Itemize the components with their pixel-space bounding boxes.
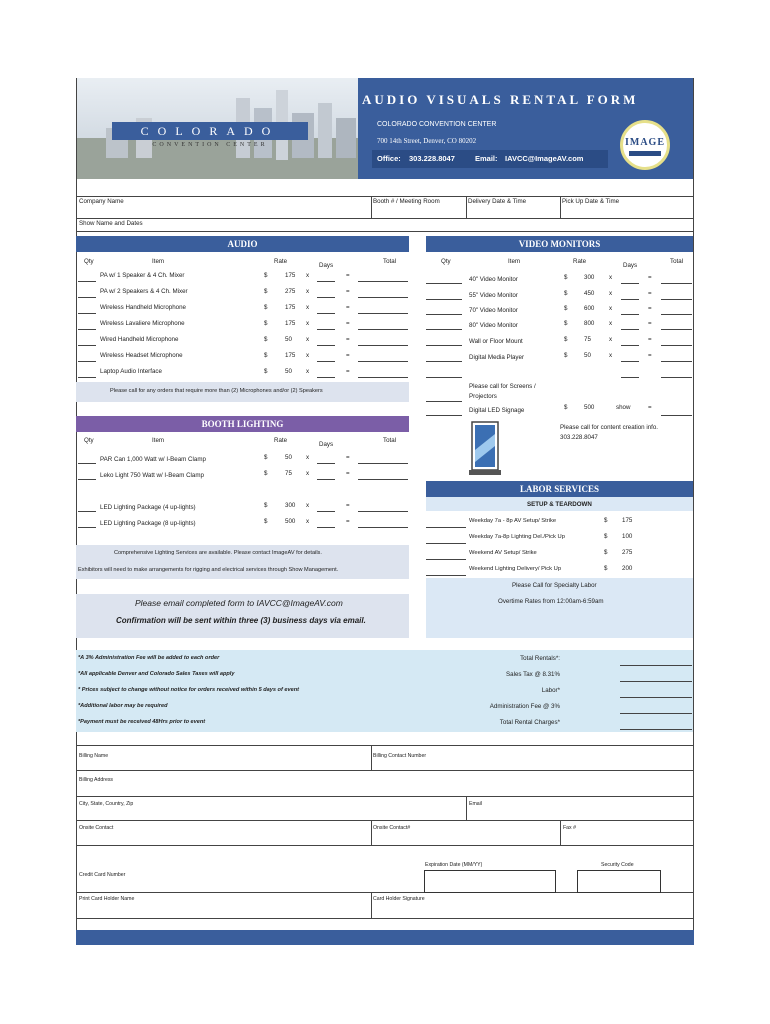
audio-item-rate: 175 bbox=[285, 352, 296, 359]
audio-qty-input[interactable] bbox=[78, 297, 96, 298]
venue-address: 700 14th Street, Denver, CO 80202 bbox=[377, 137, 477, 145]
terms-line: * Prices subject to change without notice for orders received within 5 days of event bbox=[78, 687, 300, 693]
labor-qty-input[interactable] bbox=[426, 575, 466, 576]
onsite-contact-field[interactable]: Onsite Contact bbox=[79, 825, 114, 831]
lighting-note1: Comprehensive Lighting Services are available. Please contact ImageAV for details. bbox=[114, 550, 322, 556]
card-number-field[interactable]: Credit Card Number bbox=[79, 872, 126, 878]
audio-item-rate: 275 bbox=[285, 288, 296, 295]
dollar-sign: $ bbox=[264, 470, 268, 477]
audio-header: AUDIO bbox=[76, 236, 409, 252]
lighting-item-name: PAR Can 1,000 Watt w/ I-Beam Clamp bbox=[100, 456, 206, 463]
dollar-sign: $ bbox=[264, 502, 268, 509]
video-total-input[interactable] bbox=[661, 283, 692, 284]
equals-sign: = bbox=[346, 368, 350, 375]
audio-total-input[interactable] bbox=[358, 345, 408, 346]
venue-name: COLORADO CONVENTION CENTER bbox=[377, 121, 497, 128]
signage-rate: 500 bbox=[584, 404, 595, 411]
labor-row-label: Weekday 7a - 8p AV Setup/ Strike bbox=[469, 518, 557, 524]
audio-item-name: Wired Handheld Microphone bbox=[100, 336, 179, 343]
labor-row-label: Weekday 7a-8p Lighting Del./Pick Up bbox=[469, 534, 565, 540]
times-sign: x bbox=[306, 454, 310, 461]
times-sign: x bbox=[609, 336, 613, 343]
terms-line: *Additional labor may be required bbox=[78, 703, 168, 709]
image-av-badge bbox=[620, 120, 670, 170]
totals-value-input[interactable] bbox=[620, 713, 692, 714]
totals-value-input[interactable] bbox=[620, 681, 692, 682]
video-item-name: 80" Video Monitor bbox=[469, 322, 518, 329]
lighting-col-total: Total bbox=[383, 437, 397, 444]
totals-value-input[interactable] bbox=[620, 729, 692, 730]
signage-equals: = bbox=[648, 404, 652, 411]
lighting-qty-input[interactable] bbox=[78, 527, 96, 528]
equals-sign: = bbox=[648, 320, 652, 327]
show-name-field[interactable]: Show Name and Dates bbox=[79, 220, 143, 227]
totals-value-input[interactable] bbox=[620, 665, 692, 666]
times-sign: x bbox=[609, 274, 613, 281]
terms-line: *All applicable Denver and Colorado Sales Taxes will apply bbox=[78, 671, 235, 677]
content-note: Please call for content creation info. bbox=[560, 424, 659, 431]
audio-item-rate: 175 bbox=[285, 272, 296, 279]
audio-total-input[interactable] bbox=[358, 329, 408, 330]
lighting-col-rate: Rate bbox=[274, 437, 288, 444]
audio-item-name: Laptop Audio Interface bbox=[100, 368, 162, 375]
labor-subtitle: SETUP & TEARDOWN bbox=[527, 501, 592, 508]
video-col-days: Days bbox=[623, 262, 638, 269]
times-sign: x bbox=[609, 290, 613, 297]
expiration-input[interactable] bbox=[424, 870, 556, 893]
terms-line: *Payment must be received 48Hrs prior to event bbox=[78, 719, 206, 725]
video-days-input[interactable] bbox=[621, 377, 639, 378]
lighting-qty-input[interactable] bbox=[78, 511, 96, 512]
video-days-input[interactable] bbox=[621, 361, 639, 362]
equals-sign: = bbox=[648, 352, 652, 359]
lighting-col-item: Item bbox=[152, 437, 165, 444]
video-item-name: 70" Video Monitor bbox=[469, 307, 518, 314]
lighting-days-input[interactable] bbox=[317, 527, 335, 528]
security-label: Security Code bbox=[601, 862, 634, 868]
audio-total-input[interactable] bbox=[358, 361, 408, 362]
dollar-sign: $ bbox=[564, 305, 568, 312]
audio-item-name: Wireless Lavaliere Microphone bbox=[100, 320, 185, 327]
video-item-rate: 600 bbox=[584, 305, 595, 312]
content-phone: 303.228.8047 bbox=[560, 434, 598, 441]
audio-col-item: Item bbox=[152, 258, 165, 265]
video-total-input[interactable] bbox=[661, 329, 692, 330]
times-sign: x bbox=[609, 352, 613, 359]
expiration-label: Expiration Date (MM/YY) bbox=[425, 862, 483, 868]
video-days-input[interactable] bbox=[621, 329, 639, 330]
audio-qty-input[interactable] bbox=[78, 281, 96, 282]
times-sign: x bbox=[306, 518, 310, 525]
video-qty-input[interactable] bbox=[426, 329, 462, 330]
logo-text-colorado: COLORADO bbox=[140, 124, 280, 138]
dollar-sign: $ bbox=[564, 290, 568, 297]
colorado-logo bbox=[112, 118, 308, 156]
billing-email-field[interactable]: Email bbox=[469, 801, 482, 807]
fax-field[interactable]: Fax # bbox=[563, 825, 576, 831]
audio-item-rate: 50 bbox=[285, 368, 292, 375]
audio-col-rate: Rate bbox=[274, 258, 288, 265]
totals-label: Administration Fee @ 3% bbox=[489, 703, 560, 710]
billing-address-field[interactable]: Billing Address bbox=[79, 777, 114, 783]
times-sign: x bbox=[609, 305, 613, 312]
times-sign: x bbox=[306, 368, 310, 375]
video-item-name: Wall or Floor Mount bbox=[469, 338, 523, 345]
labor-qty-input[interactable] bbox=[426, 543, 466, 544]
dollar-sign: $ bbox=[604, 565, 608, 572]
dollar-sign: $ bbox=[604, 517, 608, 524]
audio-qty-input[interactable] bbox=[78, 345, 96, 346]
email-note-line2: Confirmation will be sent within three (3) business days via email. bbox=[116, 616, 366, 625]
audio-item-name: PA w/ 2 Speakers & 4 Ch. Mixer bbox=[100, 288, 188, 295]
totals-label: Total Rentals*: bbox=[520, 655, 560, 662]
lighting-total-input[interactable] bbox=[358, 511, 408, 512]
dollar-sign: $ bbox=[264, 368, 268, 375]
audio-item-name: Wireless Headset Microphone bbox=[100, 352, 183, 359]
equals-sign: = bbox=[346, 470, 350, 477]
audio-item-rate: 175 bbox=[285, 304, 296, 311]
audio-total-input[interactable] bbox=[358, 281, 408, 282]
dollar-sign: $ bbox=[264, 304, 268, 311]
lighting-days-input[interactable] bbox=[317, 463, 335, 464]
video-item-name: 40" Video Monitor bbox=[469, 276, 518, 283]
led-signage-image bbox=[466, 420, 504, 478]
audio-col-days: Days bbox=[319, 262, 334, 269]
audio-days-input[interactable] bbox=[317, 377, 335, 378]
company-name-field[interactable]: Company Name bbox=[79, 198, 124, 205]
signage-dollar: $ bbox=[564, 404, 568, 411]
video-qty-input[interactable] bbox=[426, 345, 462, 346]
audio-days-input[interactable] bbox=[317, 313, 335, 314]
lighting-qty-input[interactable] bbox=[78, 479, 96, 480]
labor-qty-input[interactable] bbox=[426, 559, 466, 560]
dollar-sign: $ bbox=[564, 274, 568, 281]
equals-sign: = bbox=[648, 305, 652, 312]
pickup-field[interactable]: Pick Up Date & Time bbox=[562, 198, 620, 205]
labor-row-label: Weekend AV Setup/ Strike bbox=[469, 550, 537, 556]
lighting-qty-input[interactable] bbox=[78, 463, 96, 464]
audio-qty-input[interactable] bbox=[78, 377, 96, 378]
audio-days-input[interactable] bbox=[317, 345, 335, 346]
security-input[interactable] bbox=[577, 870, 661, 893]
delivery-field[interactable]: Delivery Date & Time bbox=[468, 198, 527, 205]
dollar-sign: $ bbox=[564, 336, 568, 343]
audio-col-total: Total bbox=[383, 258, 397, 265]
logo-text-convention: CONVENTION CENTER bbox=[152, 142, 268, 148]
dollar-sign: $ bbox=[264, 320, 268, 327]
video-item-name: Digital Media Player bbox=[469, 354, 525, 361]
dollar-sign: $ bbox=[564, 352, 568, 359]
screens-note: Please call for Screens / Projectors bbox=[469, 383, 536, 400]
video-qty-input[interactable] bbox=[426, 314, 462, 315]
equals-sign: = bbox=[346, 272, 350, 279]
times-sign: x bbox=[306, 320, 310, 327]
equals-sign: = bbox=[648, 290, 652, 297]
terms-line: *A 3% Administration Fee will be added to each order bbox=[78, 655, 220, 661]
lighting-note2: Exhibitors will need to make arrangements for rigging and electrical services through Show Management. bbox=[78, 567, 339, 573]
equals-sign: = bbox=[648, 336, 652, 343]
video-qty-input[interactable] bbox=[426, 283, 462, 284]
totals-label: Total Rental Charges* bbox=[499, 719, 560, 726]
lighting-col-days: Days bbox=[319, 441, 334, 448]
labor-row-label: Weekend Lighting Delivery/ Pick Up bbox=[469, 566, 562, 572]
video-col-item: Item bbox=[508, 258, 521, 265]
equals-sign: = bbox=[346, 352, 350, 359]
audio-col-qty: Qty bbox=[84, 258, 94, 265]
equals-sign: = bbox=[346, 288, 350, 295]
lighting-item-rate: 50 bbox=[285, 454, 292, 461]
labor-qty-input[interactable] bbox=[426, 527, 466, 528]
totals-label: Sales Tax @ 8.31% bbox=[506, 671, 560, 678]
times-sign: x bbox=[306, 304, 310, 311]
audio-days-input[interactable] bbox=[317, 281, 335, 282]
form-title: AUDIO VISUALS RENTAL FORM bbox=[362, 92, 639, 107]
equals-sign: = bbox=[346, 518, 350, 525]
video-header: VIDEO MONITORS bbox=[426, 236, 693, 252]
totals-value-input[interactable] bbox=[620, 697, 692, 698]
labor-row-rate: 275 bbox=[622, 549, 633, 556]
audio-days-input[interactable] bbox=[317, 297, 335, 298]
card-holder-field[interactable]: Print Card Holder Name bbox=[79, 896, 135, 902]
billing-contact-field[interactable]: Billing Contact Number bbox=[373, 753, 427, 759]
audio-qty-input[interactable] bbox=[78, 361, 96, 362]
video-days-input[interactable] bbox=[621, 345, 639, 346]
lighting-header: BOOTH LIGHTING bbox=[76, 416, 409, 432]
totals-label: Labor* bbox=[541, 687, 560, 694]
audio-note: Please call for any orders that require more than (2) Microphones and/or (2) Speakers bbox=[110, 388, 323, 394]
dollar-sign: $ bbox=[264, 272, 268, 279]
labor-header: LABOR SERVICES bbox=[426, 481, 693, 497]
email-label: Email: bbox=[475, 154, 498, 163]
dollar-sign: $ bbox=[264, 336, 268, 343]
equals-sign: = bbox=[346, 336, 350, 343]
audio-days-input[interactable] bbox=[317, 361, 335, 362]
audio-item-rate: 50 bbox=[285, 336, 292, 343]
equals-sign: = bbox=[346, 454, 350, 461]
dollar-sign: $ bbox=[564, 320, 568, 327]
badge-text: IMAGE bbox=[625, 137, 665, 148]
dollar-sign: $ bbox=[264, 352, 268, 359]
city-field[interactable]: City, State, Country, Zip bbox=[79, 801, 134, 807]
audio-total-input[interactable] bbox=[358, 313, 408, 314]
times-sign: x bbox=[306, 352, 310, 359]
times-sign: x bbox=[306, 288, 310, 295]
video-item-rate: 75 bbox=[584, 336, 591, 343]
dollar-sign: $ bbox=[604, 549, 608, 556]
email-address[interactable]: IAVCC@ImageAV.com bbox=[505, 154, 584, 163]
lighting-days-input[interactable] bbox=[317, 479, 335, 480]
times-sign: x bbox=[306, 502, 310, 509]
audio-qty-input[interactable] bbox=[78, 313, 96, 314]
video-total-input[interactable] bbox=[661, 299, 692, 300]
lighting-item-name: LED Lighting Package (8 up-lights) bbox=[100, 520, 196, 527]
equals-sign: = bbox=[346, 320, 350, 327]
audio-qty-input[interactable] bbox=[78, 329, 96, 330]
video-total-input[interactable] bbox=[661, 345, 692, 346]
booth-field[interactable]: Booth # / Meeting Room bbox=[373, 198, 440, 205]
lighting-total-input[interactable] bbox=[358, 479, 408, 480]
office-label: Office: bbox=[377, 154, 401, 163]
video-col-total: Total bbox=[670, 258, 684, 265]
signage-label: Digital LED Signage bbox=[469, 407, 525, 414]
video-days-input[interactable] bbox=[621, 299, 639, 300]
video-item-rate: 800 bbox=[584, 320, 595, 327]
dollar-sign: $ bbox=[264, 454, 268, 461]
lighting-item-name: LED Lighting Package (4 up-lights) bbox=[100, 504, 196, 511]
dollar-sign: $ bbox=[264, 518, 268, 525]
dollar-sign: $ bbox=[604, 533, 608, 540]
labor-row-rate: 200 bbox=[622, 565, 633, 572]
signature-field[interactable]: Card Holder Signature bbox=[373, 896, 425, 902]
lighting-days-input[interactable] bbox=[317, 511, 335, 512]
video-total-input[interactable] bbox=[661, 361, 692, 362]
audio-item-name: Wireless Handheld Microphone bbox=[100, 304, 186, 311]
labor-row-rate: 175 bbox=[622, 517, 633, 524]
video-total-input[interactable] bbox=[661, 377, 692, 378]
onsite-contact-number-field[interactable]: Onsite Contact# bbox=[373, 825, 411, 831]
office-phone: 303.228.8047 bbox=[409, 154, 455, 163]
billing-name-field[interactable]: Billing Name bbox=[79, 753, 109, 759]
labor-specialty: Please Call for Specialty Labor bbox=[512, 582, 597, 589]
labor-overtime: Overtime Rates from 12:00am-6:59am bbox=[498, 598, 604, 605]
video-qty-input[interactable] bbox=[426, 377, 462, 378]
audio-item-rate: 175 bbox=[285, 320, 296, 327]
video-qty-input[interactable] bbox=[426, 299, 462, 300]
equals-sign: = bbox=[346, 304, 350, 311]
lighting-total-input[interactable] bbox=[358, 527, 408, 528]
video-days-input[interactable] bbox=[621, 283, 639, 284]
video-item-rate: 300 bbox=[584, 274, 595, 281]
audio-total-input[interactable] bbox=[358, 377, 408, 378]
video-qty-input[interactable] bbox=[426, 361, 462, 362]
labor-row-rate: 100 bbox=[622, 533, 633, 540]
times-sign: x bbox=[306, 470, 310, 477]
video-item-rate: 50 bbox=[584, 352, 591, 359]
dollar-sign: $ bbox=[264, 288, 268, 295]
footer-bar bbox=[76, 930, 694, 945]
lighting-item-rate: 300 bbox=[285, 502, 296, 509]
video-col-rate: Rate bbox=[573, 258, 587, 265]
email-note-line1: Please email completed form to IAVCC@ImageAV.com bbox=[135, 598, 343, 608]
times-sign: x bbox=[306, 272, 310, 279]
lighting-col-qty: Qty bbox=[84, 437, 94, 444]
video-total-input[interactable] bbox=[661, 314, 692, 315]
equals-sign: = bbox=[346, 502, 350, 509]
times-sign: x bbox=[609, 320, 613, 327]
signage-show: show bbox=[616, 404, 631, 411]
audio-days-input[interactable] bbox=[317, 329, 335, 330]
video-col-qty: Qty bbox=[441, 258, 451, 265]
times-sign: x bbox=[306, 336, 310, 343]
equals-sign: = bbox=[648, 274, 652, 281]
lighting-total-input[interactable] bbox=[358, 463, 408, 464]
lighting-item-name: Leko Light 750 Watt w/ I-Beam Clamp bbox=[100, 472, 204, 479]
video-item-rate: 450 bbox=[584, 290, 595, 297]
lighting-item-rate: 75 bbox=[285, 470, 292, 477]
lighting-item-rate: 500 bbox=[285, 518, 296, 525]
video-item-name: 55" Video Monitor bbox=[469, 292, 518, 299]
video-days-input[interactable] bbox=[621, 314, 639, 315]
audio-item-name: PA w/ 1 Speaker & 4 Ch. Mixer bbox=[100, 272, 185, 279]
audio-total-input[interactable] bbox=[358, 297, 408, 298]
